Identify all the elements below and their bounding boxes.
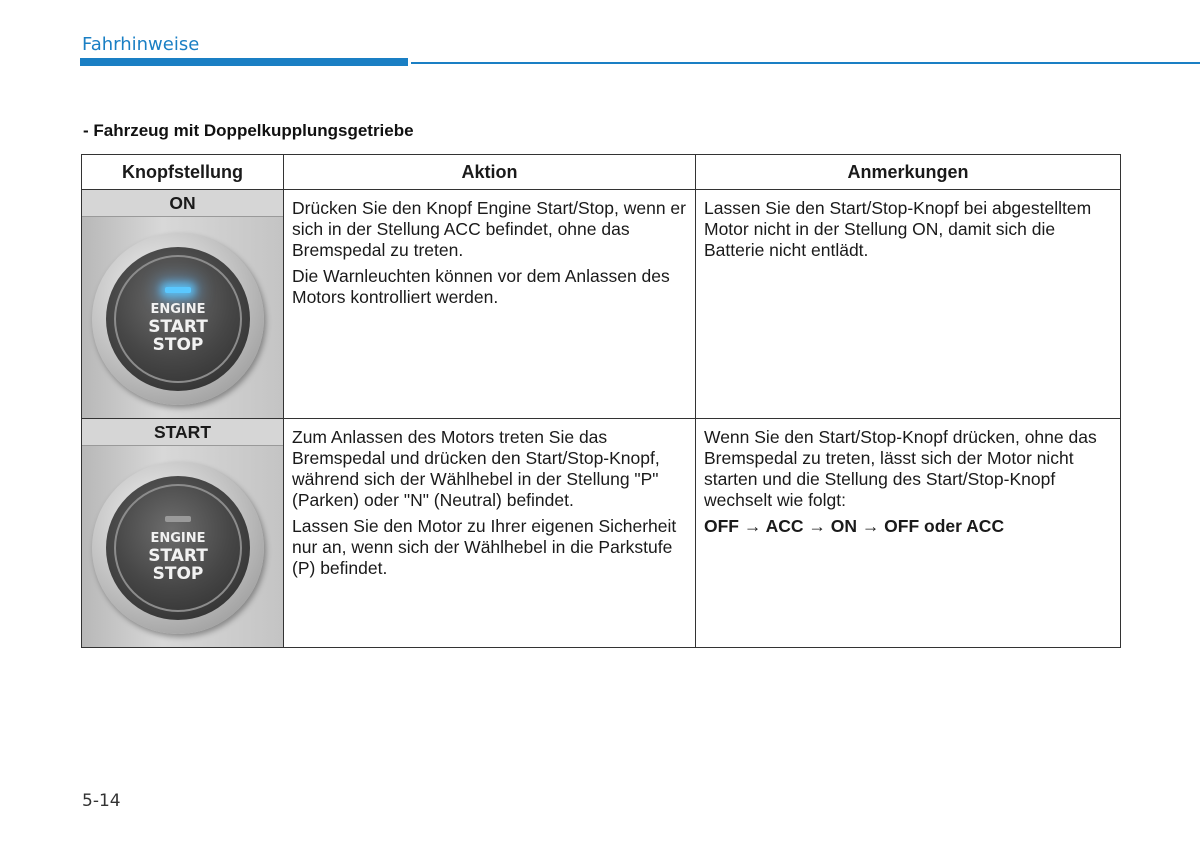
button-position-table (81, 154, 1121, 648)
notes-text: Lassen Sie den Start/Stop-Knopf bei abgestelltem Motor nicht in der Stellung ON, damit sich die Batterie nicht entlädt. (704, 198, 1092, 260)
button-legend-start: START (148, 546, 208, 566)
button-legend-start: START (148, 317, 208, 337)
page-number: 5-14 (82, 791, 121, 811)
button-legend (116, 530, 240, 583)
column-header-position: Knopfstellung (82, 155, 284, 190)
notes-cell (696, 419, 1121, 648)
action-text: Zum Anlassen des Motors treten Sie das Bremspedal und drücken den Start/Stop-Knopf, während sich der Wählhebel in der Stellung "P" (Parken) oder "N" (Neutral) befindet. (292, 427, 660, 510)
position-label: START (82, 419, 283, 446)
button-legend (116, 301, 240, 354)
indicator-light-icon (165, 516, 191, 522)
chapter-title: Fahrhinweise (82, 34, 200, 55)
button-legend-engine: ENGINE (150, 531, 206, 546)
button-face (114, 484, 242, 612)
notes-cell (696, 190, 1121, 419)
table-header-row (82, 155, 1121, 190)
button-face (114, 255, 242, 383)
section-title: - Fahrzeug mit Doppelkupplungsgetriebe (83, 121, 414, 140)
button-chrome-ring (92, 233, 264, 405)
table-row-on (82, 190, 1121, 419)
position-cell (82, 419, 284, 648)
button-dark-ring (106, 476, 250, 620)
button-dark-ring (106, 247, 250, 391)
position-label: ON (82, 190, 283, 217)
header-accent-bar (80, 58, 408, 66)
button-legend-engine: ENGINE (150, 302, 206, 317)
table-row-start (82, 419, 1121, 648)
engine-start-button-image-on (82, 217, 283, 418)
button-legend-stop: STOP (152, 335, 204, 355)
indicator-light-icon (165, 287, 191, 293)
header-rule (411, 62, 1200, 64)
engine-start-button-image-start (82, 446, 283, 647)
action-text: Die Warnleuchten können vor dem Anlassen des Motors kontrolliert werden. (292, 266, 670, 307)
column-header-action: Aktion (284, 155, 696, 190)
action-text: Lassen Sie den Motor zu Ihrer eigenen Sicherheit nur an, wenn sich der Wählhebel in die Parkstufe (P) befindet. (292, 516, 677, 578)
notes-text: Wenn Sie den Start/Stop-Knopf drücken, ohne das Bremspedal zu treten, lässt sich der Motor nicht starten und die Stellung des Start/Stop-Knopf wechselt wie folgt: (704, 427, 1097, 510)
action-cell (284, 190, 696, 419)
button-chrome-ring (92, 462, 264, 634)
state-sequence: OFF → ACC → ON → OFF oder ACC (704, 516, 1005, 536)
column-header-notes: Anmerkungen (696, 155, 1121, 190)
position-cell (82, 190, 284, 419)
action-text: Drücken Sie den Knopf Engine Start/Stop, wenn er sich in der Stellung ACC befindet, ohne das Bremspedal zu treten. (292, 198, 686, 260)
button-legend-stop: STOP (152, 564, 204, 584)
action-cell (284, 419, 696, 648)
